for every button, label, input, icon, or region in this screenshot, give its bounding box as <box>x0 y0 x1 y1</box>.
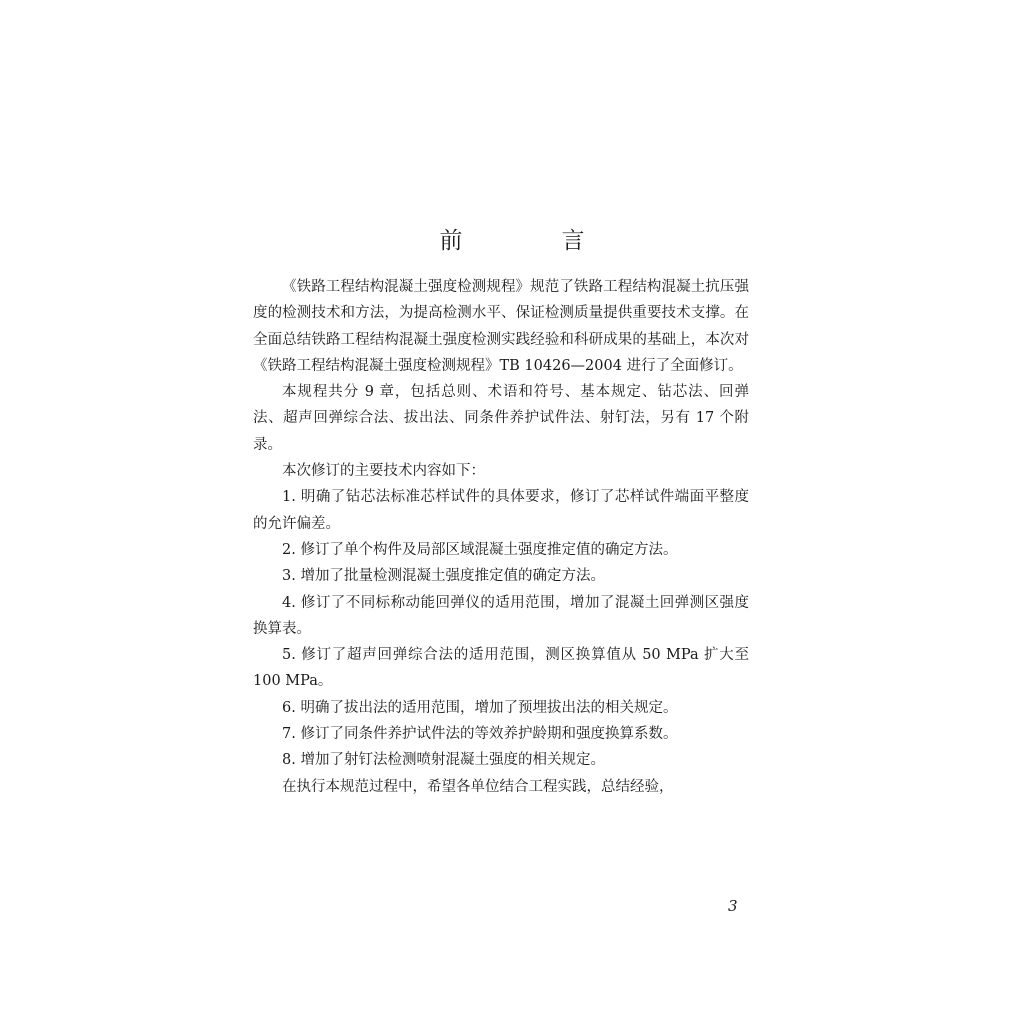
revision-item-5: 5. 修订了超声回弹综合法的适用范围，测区换算值从 50 MPa 扩大至 100 MPa。 <box>253 647 749 690</box>
revision-item-2: 2. 修订了单个构件及局部区域混凝土强度推定值的确定方法。 <box>282 541 678 558</box>
revision-item-1: 1. 明确了钻芯法标准芯样试件的具体要求，修订了芯样试件端面平整度的允许偏差。 <box>253 489 749 532</box>
foreword-body <box>253 274 749 800</box>
paragraph-closing: 在执行本规范过程中，希望各单位结合工程实践，总结经验， <box>282 778 674 795</box>
revision-item-4: 4. 修订了不同标称动能回弹仪的适用范围，增加了混凝土回弹测区强度换算表。 <box>253 594 749 637</box>
paragraph-structure: 本规程共分 9 章，包括总则、术语和符号、基本规定、钻芯法、回弹法、超声回弹综合法、拔出法、同条件养护试件法、射钉法，另有 17 个附录。 <box>253 384 749 453</box>
revision-item-8: 8. 增加了射钉法检测喷射混凝土强度的相关规定。 <box>282 752 605 769</box>
paragraph-intro: 《铁路工程结构混凝土强度检测规程》规范了铁路工程结构混凝土抗压强度的检测技术和方法，为提高检测水平、保证检测质量提供重要技术支撑。在全面总结铁路工程结构混凝土强度检测实践经验和科研成果的基础上，本次对《铁路工程结构混凝土强度检测规程》TB 10426—2004 进行了全面修订。 <box>253 279 749 374</box>
paragraph-revision-lead: 本次修订的主要技术内容如下： <box>282 463 485 480</box>
page-title: 前 言 <box>439 228 623 254</box>
revision-item-6: 6. 明确了拔出法的适用范围，增加了预埋拔出法的相关规定。 <box>282 699 678 716</box>
revision-item-3: 3. 增加了批量检测混凝土强度推定值的确定方法。 <box>282 568 605 585</box>
page-number: 3 <box>728 897 738 915</box>
revision-item-7: 7. 修订了同条件养护试件法的等效养护龄期和强度换算系数。 <box>282 726 678 743</box>
